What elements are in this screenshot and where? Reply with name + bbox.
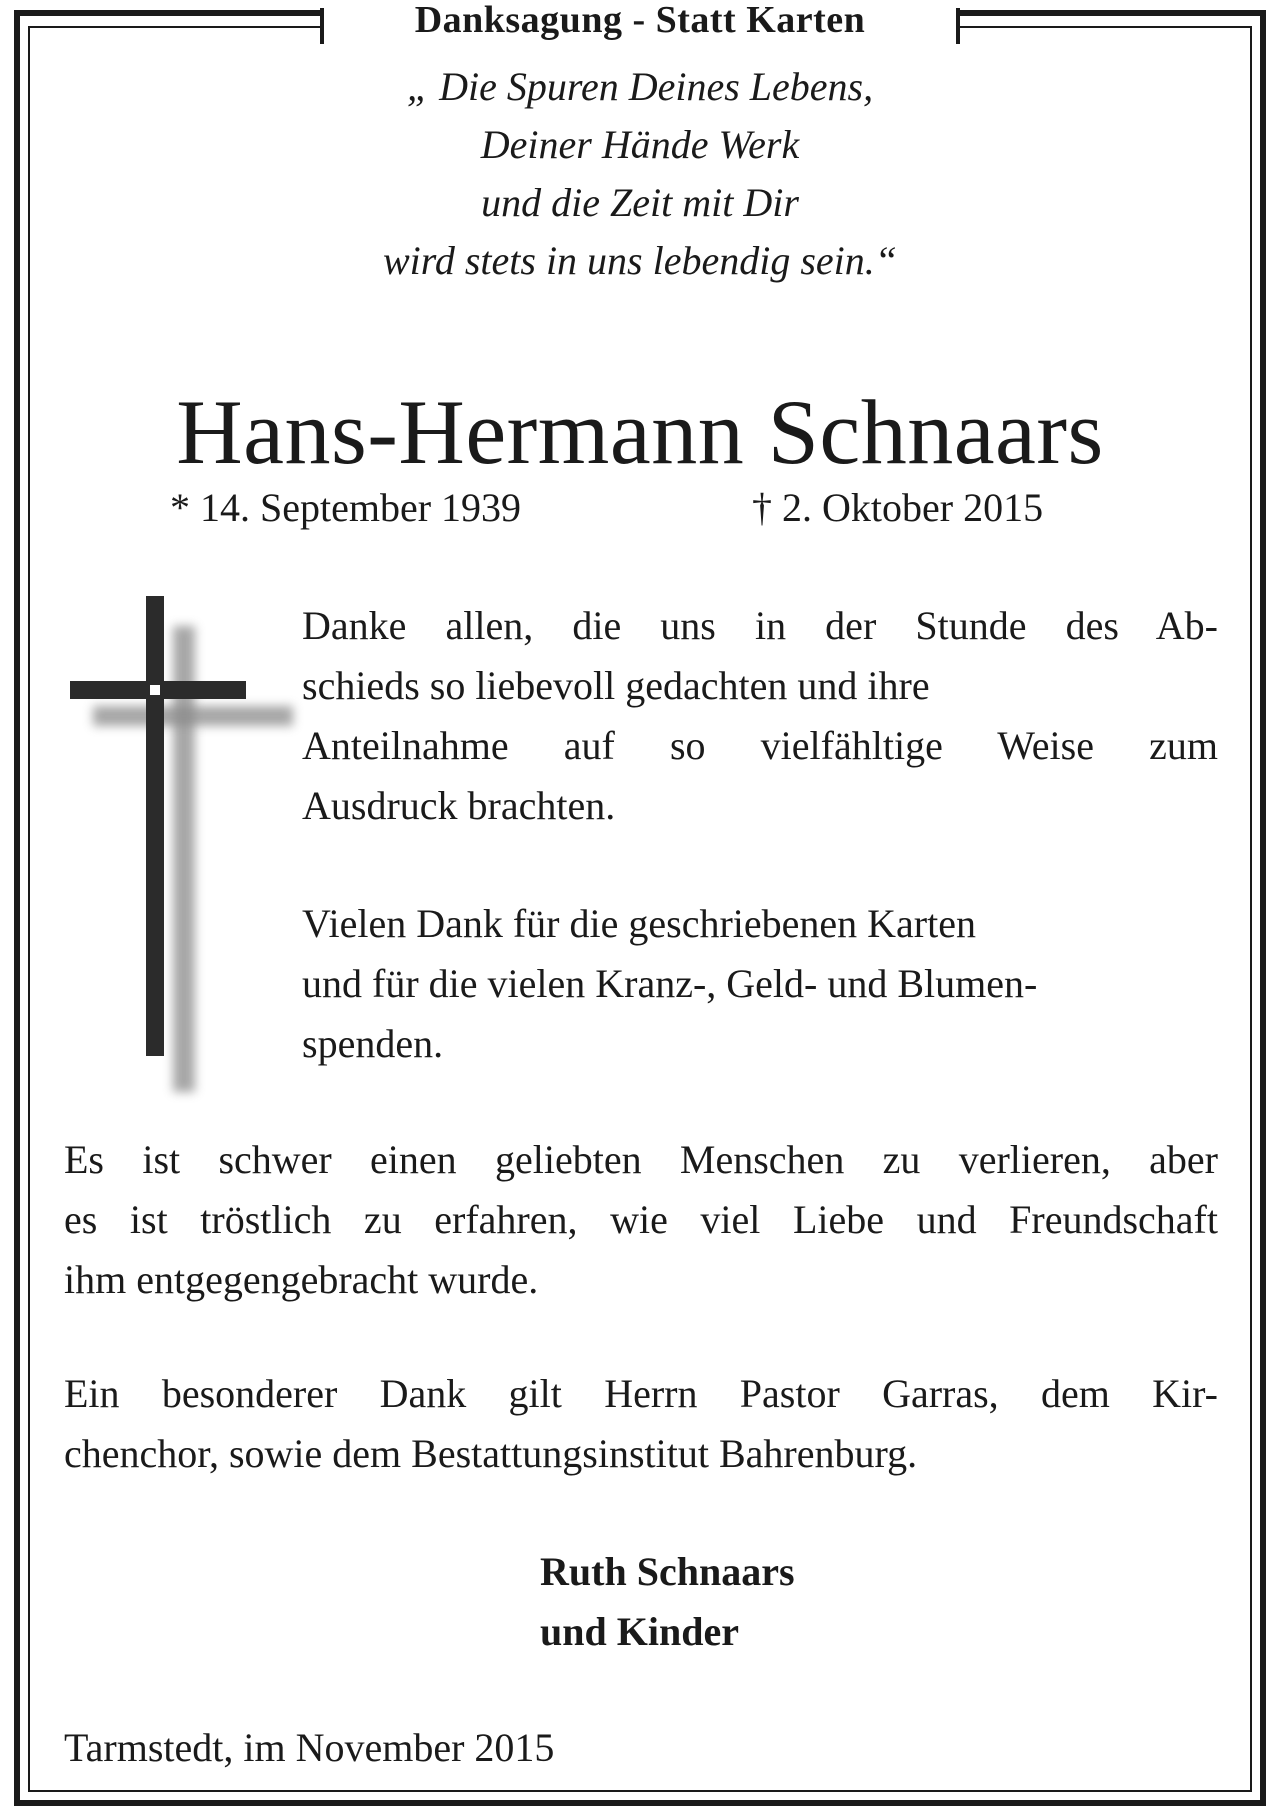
text-line: spenden. bbox=[302, 1021, 444, 1066]
cross-bar-vertical bbox=[146, 596, 164, 1056]
header-cap-left bbox=[320, 8, 324, 44]
death-date: † 2. Oktober 2015 bbox=[752, 485, 1044, 530]
quote-line: Deiner Hände Werk bbox=[480, 122, 800, 167]
text-line: Vielen Dank für die geschriebenen Karten bbox=[302, 901, 976, 946]
quote-line: „ Die Spuren Deines Lebens, bbox=[406, 64, 874, 109]
thanks-paragraph-2 bbox=[302, 894, 1218, 1074]
cross-center-highlight bbox=[150, 685, 160, 695]
thanks-paragraph-3 bbox=[64, 1130, 1218, 1310]
place-date: Tarmstedt, im November 2015 bbox=[64, 1725, 555, 1770]
cross-shadow-horizontal bbox=[93, 706, 293, 726]
signature bbox=[540, 1542, 795, 1662]
text-line: Es ist schwer einen geliebten Menschen zu verlieren, aber bbox=[64, 1137, 1218, 1182]
text-line: chenchor, sowie dem Bestattungsinstitut Bahrenburg. bbox=[64, 1431, 918, 1476]
text-line: Anteilnahme auf so vielfähltige Weise zum bbox=[302, 723, 1218, 768]
text-line: und für die vielen Kranz-, Geld- und Blumen- bbox=[302, 961, 1038, 1006]
header-title: Danksagung - Statt Karten bbox=[414, 0, 866, 41]
cross-icon bbox=[60, 596, 300, 1096]
memorial-quote bbox=[0, 58, 1280, 290]
text-line: schieds so liebevoll gedachten und ihre bbox=[302, 663, 930, 708]
quote-line: und die Zeit mit Dir bbox=[481, 180, 799, 225]
quote-line: wird stets in uns lebendig sein.“ bbox=[382, 238, 898, 283]
text-line: Ausdruck brachten. bbox=[302, 783, 616, 828]
text-line: Danke allen, die uns in der Stunde des Ab- bbox=[302, 603, 1218, 648]
header-banner bbox=[320, 0, 960, 48]
thanks-paragraph-4 bbox=[64, 1364, 1218, 1484]
header-cap-right bbox=[956, 8, 960, 44]
signature-line: Ruth Schnaars bbox=[540, 1549, 795, 1594]
deceased-name: Hans-Hermann Schnaars bbox=[176, 381, 1104, 483]
text-line: es ist tröstlich zu erfahren, wie viel Liebe und Freundschaft bbox=[64, 1197, 1218, 1242]
text-line: ihm entgegengebracht wurde. bbox=[64, 1257, 539, 1302]
signature-line: und Kinder bbox=[540, 1609, 739, 1654]
birth-date: * 14. September 1939 bbox=[170, 485, 522, 530]
text-line: Ein besonderer Dank gilt Herrn Pastor Garras, dem Kir- bbox=[64, 1371, 1218, 1416]
thanks-paragraph-1 bbox=[302, 596, 1218, 836]
